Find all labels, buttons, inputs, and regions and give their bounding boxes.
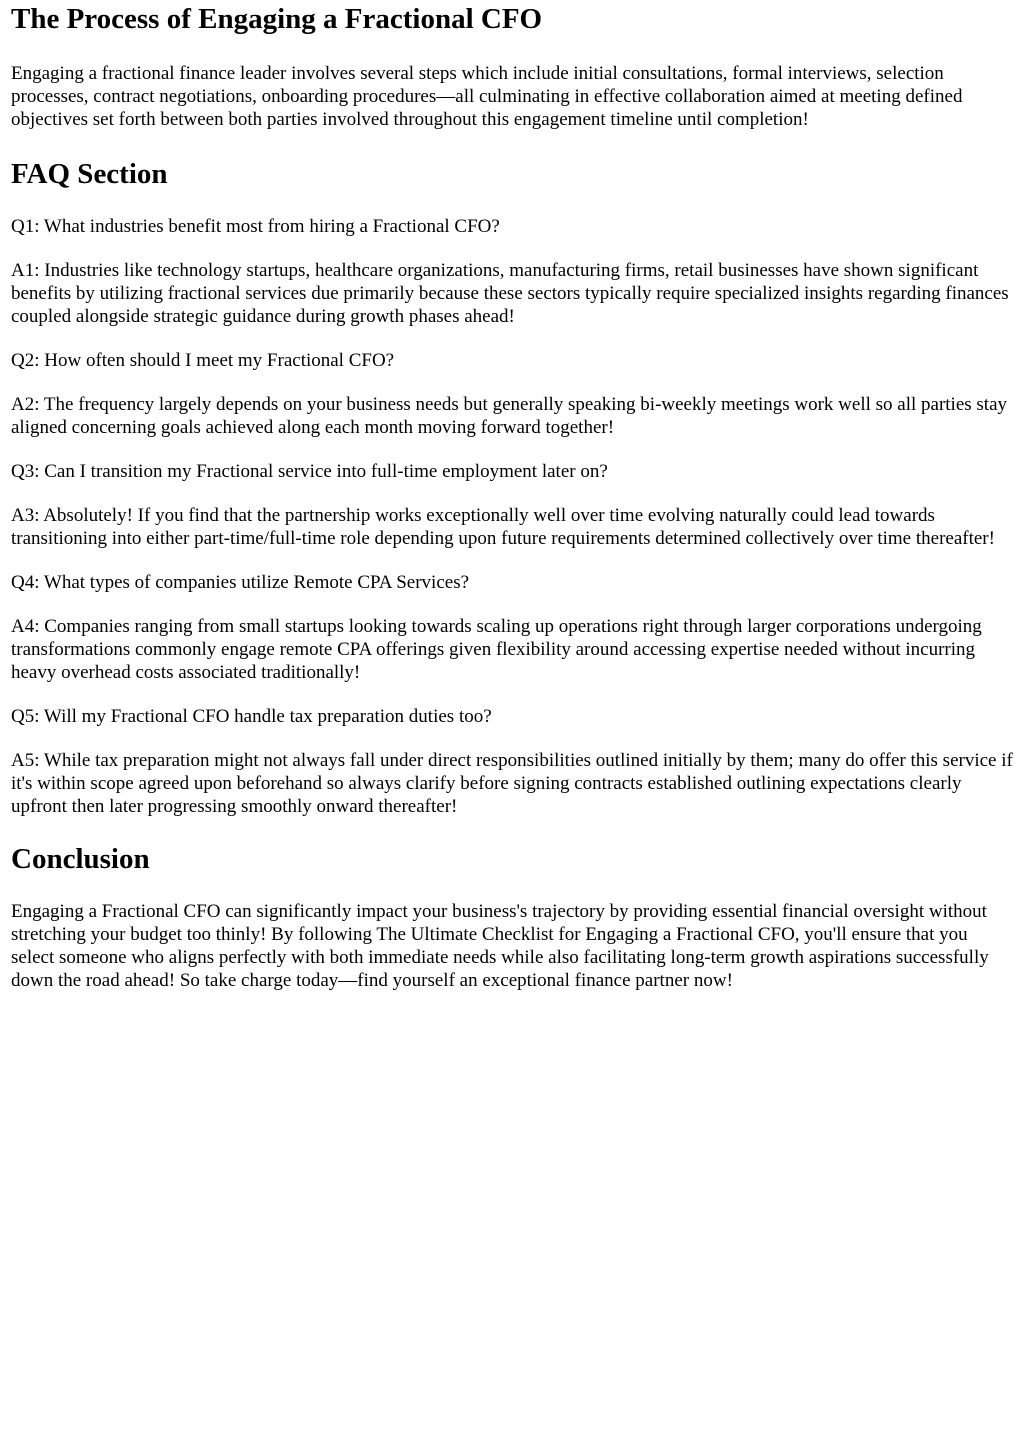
faq-question: Q4: What types of companies utilize Remote CPA Services?: [11, 572, 470, 593]
faq-list: [11, 215, 1014, 818]
faq-question: Q1: What industries benefit most from hiring a Fractional CFO?: [11, 216, 500, 237]
faq-answer: A3: Absolutely! If you find that the partnership works exceptionally well over time evolving naturally could lead towards transitioning into either part-time/full-time role depending upon future requirements determined collectively over time thereafter!: [11, 505, 995, 549]
conclusion-paragraph: Engaging a Fractional CFO can significantly impact your business's trajectory by providing essential financial oversight without stretching your budget too thinly! By following The Ultimate Checklist for Engaging a Fractional CFO, you'll ensure that you select someone who aligns perfectly with both immediate needs while also facilitating long-term growth aspirations successfully down the road ahead! So take charge today—find yourself an exceptional finance partner now!: [11, 901, 989, 991]
faq-answer: A1: Industries like technology startups, healthcare organizations, manufacturing firms, retail businesses have shown significant benefits by utilizing fractional services due primarily because these sectors typically require specialized insights regarding finances coupled alongside strategic guidance during growth phases ahead!: [11, 260, 1009, 327]
faq-question: Q5: Will my Fractional CFO handle tax preparation duties too?: [11, 706, 492, 727]
faq-answer: A5: While tax preparation might not always fall under direct responsibilities outlined initially by them; many do offer this service if it's within scope agreed upon beforehand so always clarify before signing contracts established outlining expectations clearly upfront then later progressing smoothly onward thereafter!: [11, 750, 1013, 817]
process-paragraph: Engaging a fractional finance leader involves several steps which include initial consultations, formal interviews, selection processes, contract negotiations, onboarding procedures—all culminating in effective collaboration aimed at meeting defined objectives set forth between both parties involved throughout this engagement timeline until completion!: [11, 63, 963, 130]
conclusion-heading: Conclusion: [11, 843, 150, 875]
faq-question: Q2: How often should I meet my Fractional CFO?: [11, 350, 395, 371]
faq-answer: A4: Companies ranging from small startups looking towards scaling up operations right through larger corporations undergoing transformations commonly engage remote CPA offerings given flexibility around accessing expertise needed without incurring heavy overhead costs associated traditionally!: [11, 616, 982, 683]
faq-answer: A2: The frequency largely depends on your business needs but generally speaking bi-weekly meetings work well so all parties stay aligned concerning goals achieved along each month moving forward together!: [11, 394, 1008, 438]
process-heading: The Process of Engaging a Fractional CFO: [11, 3, 543, 35]
faq-heading: FAQ Section: [11, 158, 168, 190]
faq-question: Q3: Can I transition my Fractional service into full-time employment later on?: [11, 461, 608, 482]
